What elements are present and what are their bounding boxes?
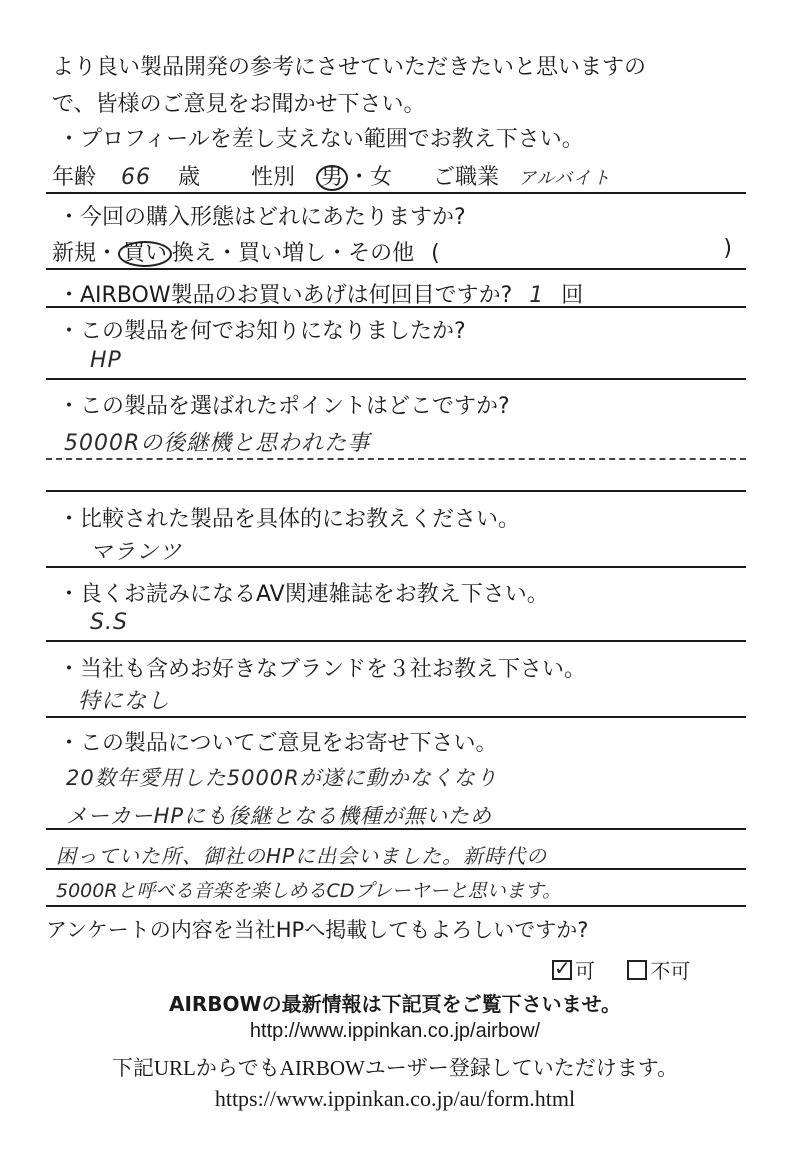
- purchase-option-other: その他: [348, 241, 415, 266]
- profile-question: ・プロフィールを差し支えない範囲でお教え下さい。: [58, 127, 584, 152]
- consent-options: [552, 955, 690, 984]
- count-question: ・AIRBOW製品のお買いあげは何回目ですか?: [58, 283, 513, 308]
- divider: [46, 192, 746, 194]
- purchase-options-row: [52, 236, 742, 267]
- opinion-line-4: 5000Rと呼べる音楽を楽しめるCDプレーヤーと思います。: [56, 880, 562, 902]
- divider: [46, 268, 746, 270]
- age-unit: 歳: [178, 165, 201, 190]
- opinion-line-2: メーカーHPにも後継となる機種が無いため: [66, 804, 493, 828]
- divider: [46, 828, 746, 830]
- compare-answer: マランツ: [90, 540, 183, 565]
- count-value: 1: [529, 283, 545, 308]
- divider: [46, 378, 746, 380]
- job-value: アルバイト: [518, 168, 612, 189]
- gender-label: 性別: [251, 165, 296, 190]
- separator: ・: [96, 241, 119, 266]
- reason-answer: 5000Rの後継機と思われた事: [64, 431, 371, 456]
- consent-yes-label: 可: [575, 959, 595, 983]
- separator: ・: [216, 241, 239, 266]
- divider: [46, 868, 746, 870]
- other-paren-open: (: [431, 241, 440, 266]
- count-unit: 回: [561, 283, 584, 308]
- divider: [46, 640, 746, 642]
- brand-answer: 特になし: [78, 689, 171, 714]
- divider: [46, 306, 746, 308]
- divider: [46, 716, 746, 718]
- consent-no-label: 不可: [650, 959, 691, 983]
- purchase-question: ・今回の購入形態はどれにあたりますか?: [58, 205, 466, 230]
- purchase-option-add: 買い増し: [238, 241, 327, 266]
- footer-register-text: 下記URLからでもAIRBOWユーザー登録していただけます。: [111, 1056, 679, 1080]
- source-question: ・この製品を何でお知りになりましたか?: [58, 319, 466, 344]
- intro-line-1: より良い製品開発の参考にさせていただきたいと思いますの: [52, 55, 647, 80]
- reason-question: ・この製品を選ばれたポイントはどこですか?: [58, 394, 510, 419]
- gender-male-option: 男: [316, 165, 348, 191]
- purchase-option-new: 新規: [52, 241, 97, 266]
- divider: [46, 566, 746, 568]
- footer-url-airbow[interactable]: http://www.ippinkan.co.jp/airbow/: [249, 1020, 541, 1042]
- divider: [46, 490, 746, 492]
- profile-answer-row: [52, 160, 611, 191]
- intro-line-2: で、皆様のご意見をお聞かせ下さい。: [52, 92, 426, 117]
- other-paren-close: ): [723, 236, 732, 261]
- consent-no-checkbox[interactable]: [627, 960, 647, 980]
- purchase-option-replace-rest: 換え: [172, 241, 217, 266]
- brand-question: ・当社も含めお好きなブランドを３社お教え下さい。: [58, 657, 587, 682]
- gender-separator: ・: [348, 165, 371, 190]
- separator: ・: [326, 241, 349, 266]
- gender-female-option: 女: [370, 165, 393, 190]
- age-value: 66: [121, 165, 152, 190]
- source-answer: HP: [90, 348, 122, 373]
- divider: [46, 905, 746, 907]
- purchase-option-replace-circled: 買い: [118, 241, 172, 267]
- job-label: ご職業: [433, 165, 500, 190]
- footer-url-form[interactable]: https://www.ippinkan.co.jp/au/form.html: [214, 1086, 576, 1111]
- age-label: 年齢: [52, 165, 97, 190]
- opinion-line-1: 20数年愛用した5000Rが遂に動かなくなり: [66, 766, 498, 790]
- compare-question: ・比較された製品を具体的にお教えください。: [58, 507, 521, 532]
- magazine-answer: S.S: [90, 610, 128, 635]
- magazine-question: ・良くお読みになるAV関連雑誌をお教え下さい。: [58, 582, 549, 607]
- footer-notice: AIRBOWの最新情報は下記頁をご覧下さいませ。: [168, 992, 622, 1016]
- opinion-line-3: 困っていた所、御社のHPに出会いました。新時代の: [56, 844, 548, 868]
- consent-yes-checkbox[interactable]: [552, 960, 572, 980]
- consent-question: アンケートの内容を当社HPへ掲載してもよろしいですか?: [46, 918, 589, 942]
- count-row: [58, 278, 583, 309]
- opinion-question: ・この製品についてご意見をお寄せ下さい。: [58, 731, 498, 756]
- dashed-answer-line: [46, 458, 746, 460]
